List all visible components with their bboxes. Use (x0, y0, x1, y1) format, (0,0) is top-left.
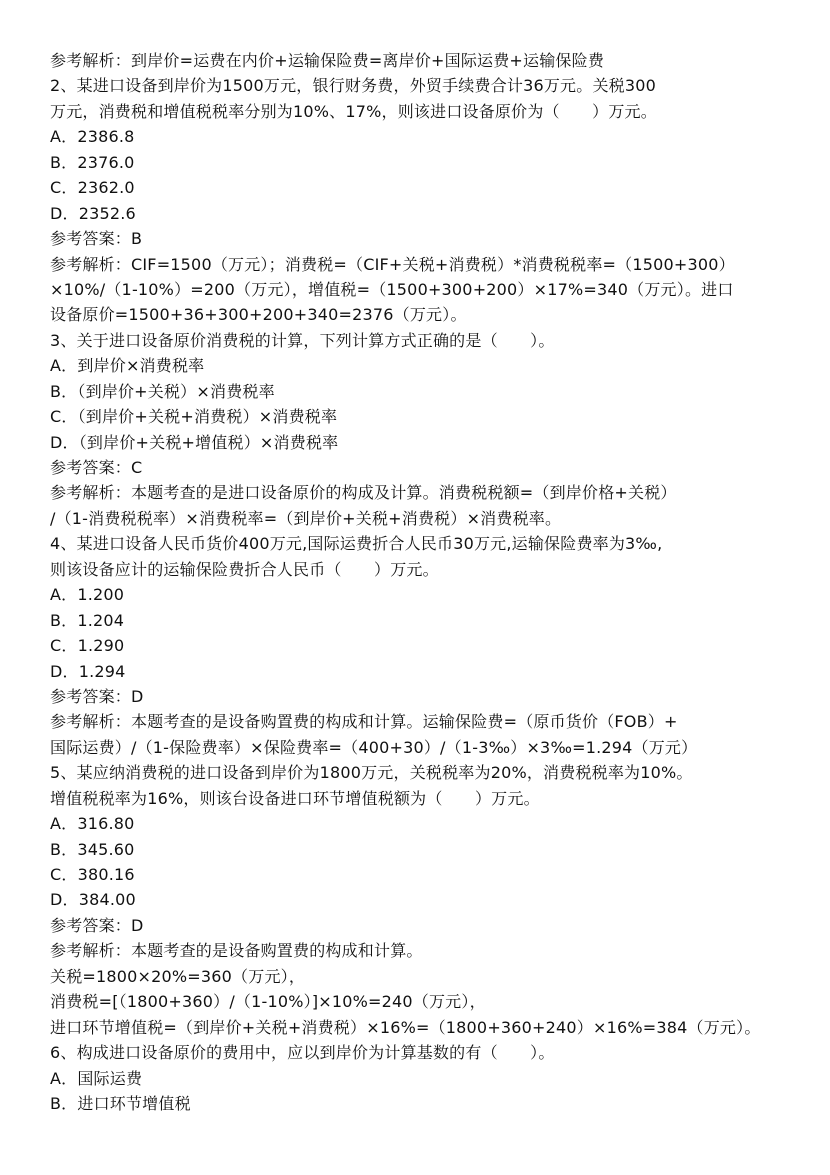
text-line: 参考解析：本题考查的是设备购置费的构成和计算。 (50, 941, 423, 961)
text-line: 增值税税率为16%，则该台设备进口环节增值税额为（ ）万元。 (50, 788, 540, 808)
option-line: B．2376.0 (50, 152, 135, 172)
text-line: ×10%/（1-10%）=200（万元），增值税=（1500+300+200）×17%=340（万元）。进口 (50, 279, 734, 299)
text-line: 3、关于进口设备原价消费税的计算，下列计算方式正确的是（ ）。 (50, 330, 555, 350)
text-line: 则该设备应计的运输保险费折合人民币（ ）万元。 (50, 559, 439, 579)
text-line: 参考解析：本题考查的是进口设备原价的构成及计算。消费税税额=（到岸价格+关税） (50, 483, 677, 503)
text-line: 参考解析：CIF=1500（万元）；消费税=（CIF+关税+消费税）*消费税税率=（1500+300） (50, 254, 735, 274)
option-line: C．2362.0 (50, 178, 135, 198)
option-line: D．2352.6 (50, 203, 136, 223)
option-line: A．到岸价×消费税率 (50, 356, 205, 376)
option-line: C．1.290 (50, 636, 125, 656)
text-line: 国际运费）/（1-保险费率）×保险费率=（400+30）/（1-3‰）×3‰=1.294（万元） (50, 737, 698, 757)
answer-line: 参考答案：B (50, 229, 143, 249)
answer-line: 参考答案：D (50, 686, 144, 706)
option-line: A．2386.8 (50, 127, 135, 147)
option-line: B．（到岸价+关税）×消费税率 (50, 381, 275, 401)
text-line: 关税=1800×20%=360（万元）， (50, 966, 306, 986)
answer-line: 参考答案：C (50, 458, 143, 477)
text-line: 2、某进口设备到岸价为1500万元，银行财务费，外贸手续费合计36万元。关税300 (50, 76, 656, 96)
text-line: 5、某应纳消费税的进口设备到岸价为1800万元，关税税率为20%，消费税税率为10%。 (50, 763, 693, 783)
option-line: D．384.00 (50, 890, 136, 910)
text-line: 6、构成进口设备原价的费用中，应以到岸价为计算基数的有（ ）。 (50, 1043, 555, 1063)
text-line: 参考解析：到岸价=运费在内价+运输保险费=离岸价+国际运费+运输保险费 (50, 51, 605, 70)
text-line: /（1-消费税税率）×消费税率=（到岸价+关税+消费税）×消费税率。 (50, 508, 562, 528)
text-line: 设备原价=1500+36+300+200+340=2376（万元）。 (50, 305, 467, 325)
text-line: 进口环节增值税=（到岸价+关税+消费税）×16%=（1800+360+240）×16%=384（万元）。 (50, 1017, 761, 1037)
text-line: 参考解析：本题考查的是设备购置费的构成和计算。运输保险费=（原币货价（FOB）+ (50, 712, 678, 732)
answer-line: 参考答案：D (50, 915, 144, 935)
option-line: A．1.200 (50, 585, 125, 605)
option-line: D．（到岸价+关税+增值税）×消费税率 (50, 432, 339, 452)
option-line: B．1.204 (50, 610, 125, 630)
text-line: 消费税=[（1800+360）/（1-10%）]×10%=240（万元）， (50, 992, 486, 1012)
option-line: B．345.60 (50, 839, 135, 859)
option-line: A．国际运费 (50, 1068, 143, 1088)
option-line: D．1.294 (50, 661, 126, 681)
option-line: B．进口环节增值税 (50, 1093, 191, 1113)
text-line: 4、某进口设备人民币货价400万元,国际运费折合人民币30万元,运输保险费率为3‰, (50, 534, 663, 554)
option-line: A．316.80 (50, 814, 135, 834)
text-line: 万元，消费税和增值税税率分别为10%、17%，则该进口设备原价为（ ）万元。 (50, 101, 657, 121)
option-line: C．380.16 (50, 865, 135, 884)
option-line: C．（到岸价+关税+消费税）×消费税率 (50, 407, 338, 427)
